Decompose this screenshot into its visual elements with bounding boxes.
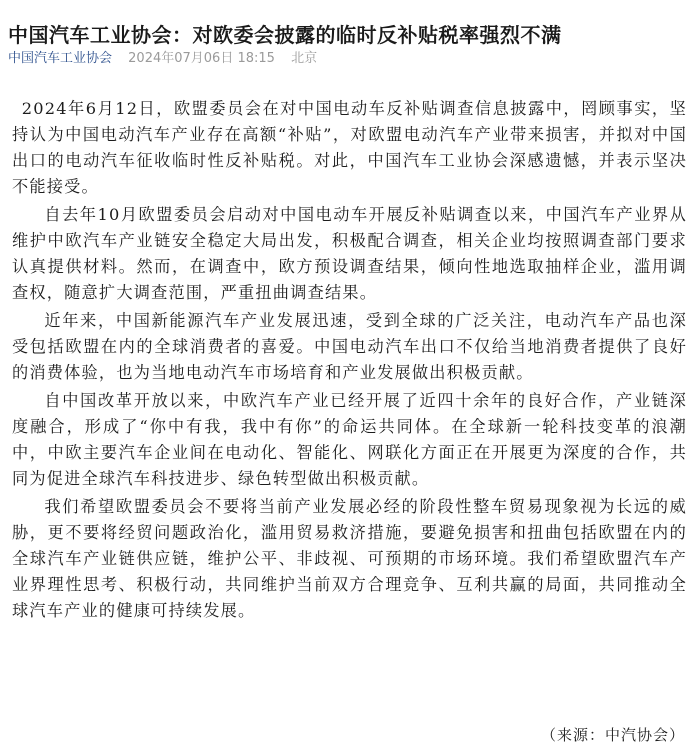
source-note: （来源：中汽协会）: [540, 726, 685, 744]
publish-location: 北京: [291, 51, 318, 66]
publish-datetime: 2024年07月06日 18:15: [128, 51, 275, 66]
article-paragraph: 近年来，中国新能源汽车产业发展迅速，受到全球的广泛关注，电动汽车产品也深受包括欧盟在内的全球消费者的喜爱。中国电动汽车出口不仅给当地消费者提供了良好的消费体验，也为当地电动汽车市场培育和产业发展做出积极贡献。: [12, 311, 687, 382]
article-paragraph: 自中国改革开放以来，中欧汽车产业已经开展了近四十余年的良好合作，产业链深度融合，形成了“你中有我，我中有你”的命运共同体。在全球新一轮科技变革的浪潮中，中欧主要汽车企业间在电动化、智能化、网联化方面正在开展更为深度的合作，共同为促进全球汽车科技进步、绿色转型做出积极贡献。: [12, 391, 687, 488]
article-paragraph: 我们希望欧盟委员会不要将当前产业发展必经的阶段性整车贸易现象视为长远的威胁，更不要将经贸问题政治化，滥用贸易救济措施，要避免损害和扭曲包括欧盟在内的全球汽车产业链供应链，维护公平、非歧视、可预期的市场环境。我们希望欧盟汽车产业界理性思考、积极行动，共同维护当前双方合理竞争、互利共赢的局面，共同推动全球汽车产业的健康可持续发展。: [12, 497, 687, 620]
article-meta: [8, 50, 317, 68]
article-paragraph: 自去年10月欧盟委员会启动对中国电动车开展反补贴调查以来，中国汽车产业界从维护中欧汽车产业链安全稳定大局出发，积极配合调查，相关企业均按照调查部门要求认真提供材料。然而，在调查中，欧方预设调查结果，倾向性地选取抽样企业，滥用调查权，随意扩大调查范围，严重扭曲调查结果。: [12, 205, 687, 302]
article-paragraph: 2024年6月12日，欧盟委员会在对中国电动车反补贴调查信息披露中，罔顾事实，坚持认为中国电动汽车产业存在高额“补贴”，对欧盟电动汽车产业带来损害，并拟对中国出口的电动汽车征收临时性反补贴税。对此，中国汽车工业协会深感遗憾，并表示坚决不能接受。: [12, 99, 687, 196]
source-link[interactable]: 中国汽车工业协会: [8, 51, 113, 66]
article-title: 中国汽车工业协会：对欧委会披露的临时反补贴税率强烈不满: [8, 23, 562, 48]
article-body: [12, 96, 687, 626]
